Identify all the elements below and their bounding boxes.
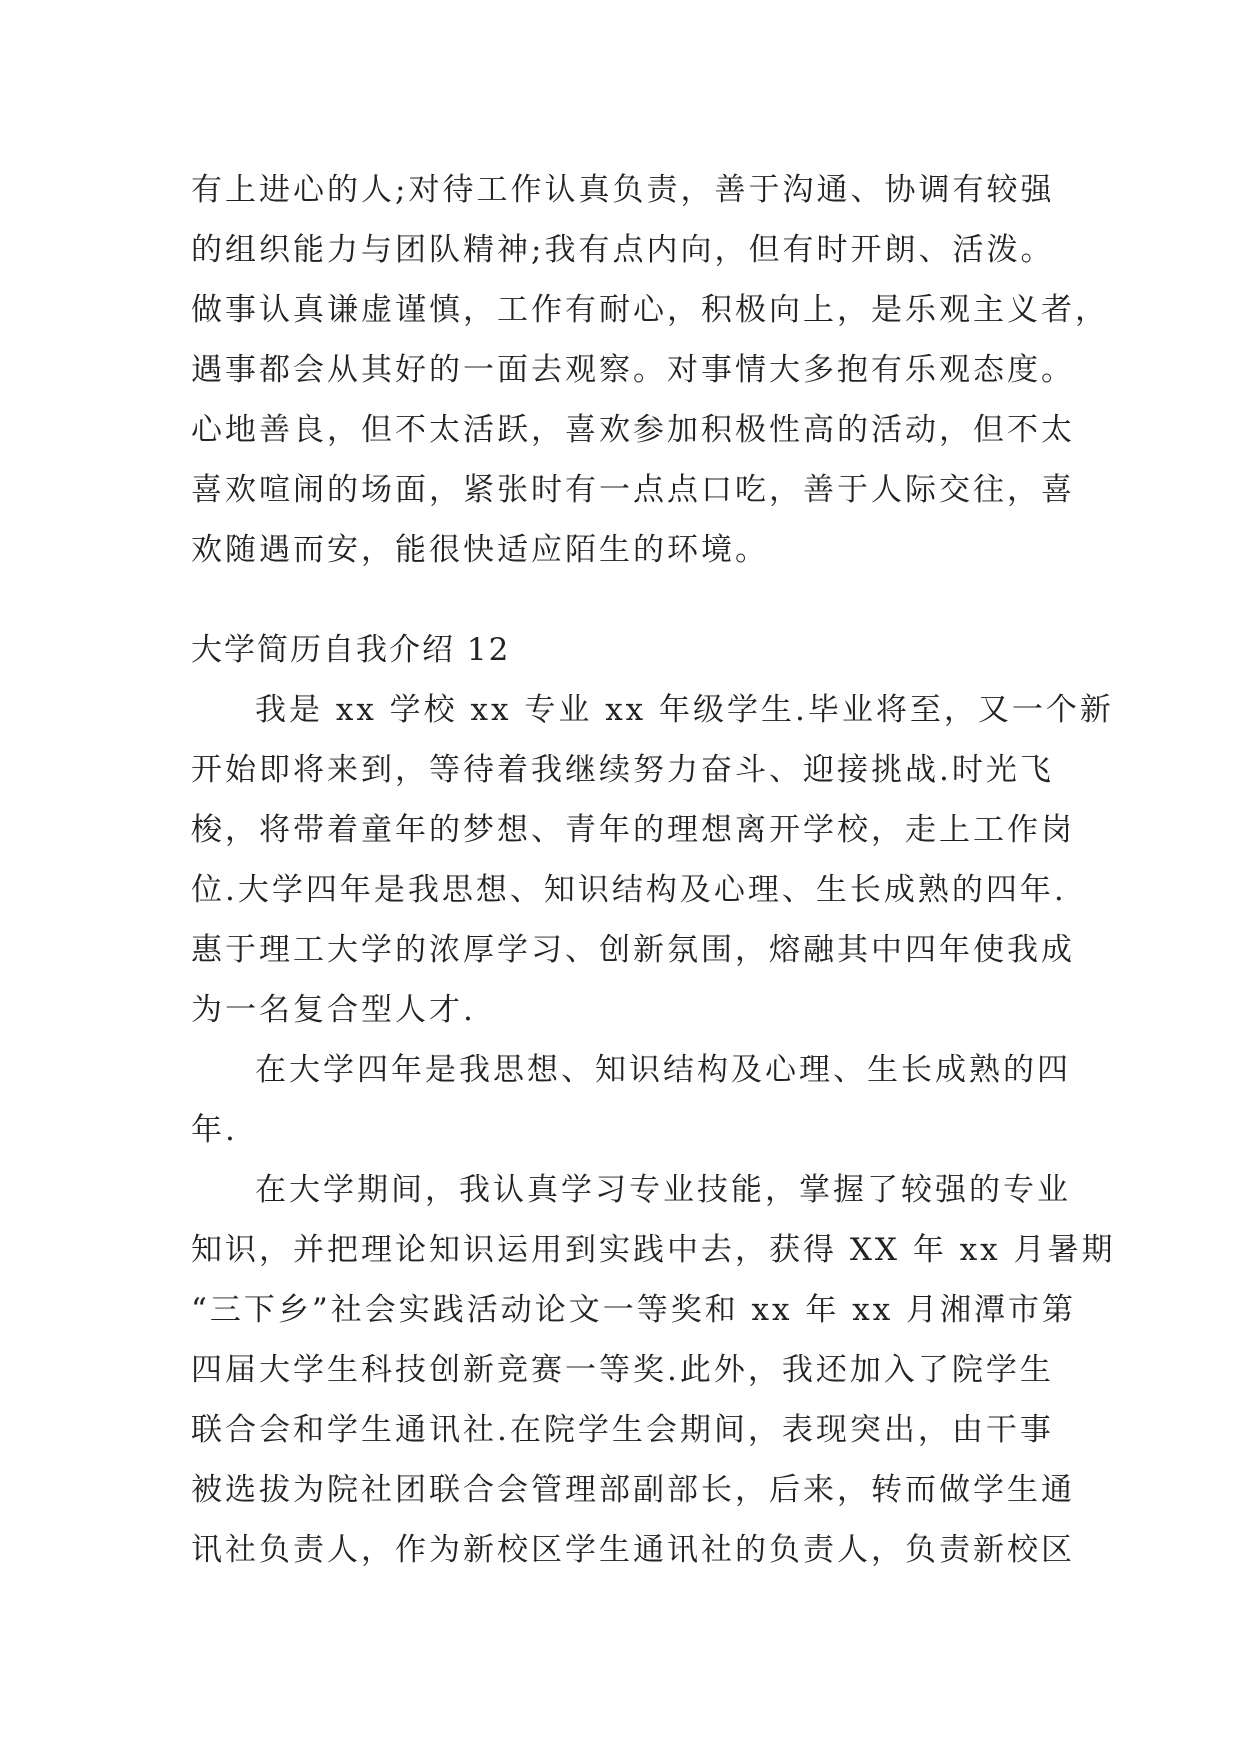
text-line: 讯社负责人，作为新校区学生通讯社的负责人，负责新校区 bbox=[191, 1532, 1075, 1568]
text-line: 位.大学四年是我思想、知识结构及心理、生长成熟的四年. bbox=[191, 872, 1067, 908]
text-line: 惠于理工大学的浓厚学习、创新氛围，熔融其中四年使我成 bbox=[191, 932, 1075, 968]
text-line: 有上进心的人;对待工作认真负责，善于沟通、协调有较强 bbox=[191, 172, 1055, 208]
text-line: 喜欢喧闹的场面，紧张时有一点点口吃，善于人际交往，喜 bbox=[191, 472, 1075, 508]
paragraph-3 bbox=[191, 1040, 1091, 1160]
text-line: 为一名复合型人才. bbox=[191, 992, 476, 1028]
text-line: 年. bbox=[191, 1112, 238, 1148]
text-line: 欢随遇而安，能很快适应陌生的环境。 bbox=[191, 532, 769, 568]
text-line: “三下乡”社会实践活动论文一等奖和 xx 年 xx 月湘潭市第 bbox=[191, 1292, 1077, 1328]
text-line: 知识，并把理论知识运用到实践中去，获得 XX 年 xx 月暑期 bbox=[191, 1232, 1116, 1268]
paragraph-2 bbox=[191, 680, 1114, 1040]
text-line: 心地善良，但不太活跃，喜欢参加积极性高的活动，但不太 bbox=[191, 412, 1075, 448]
text-line: 四届大学生科技创新竞赛一等奖.此外，我还加入了院学生 bbox=[191, 1352, 1054, 1388]
text-line: 遇事都会从其好的一面去观察。对事情大多抱有乐观态度。 bbox=[191, 352, 1075, 388]
text-line: 在大学期间，我认真学习专业技能，掌握了较强的专业 bbox=[255, 1172, 1071, 1208]
text-line: 在大学四年是我思想、知识结构及心理、生长成熟的四 bbox=[255, 1052, 1071, 1088]
text-line: 被选拔为院社团联合会管理部副部长，后来，转而做学生通 bbox=[191, 1472, 1075, 1508]
paragraph-gap bbox=[191, 580, 1091, 620]
text-line: 的组织能力与团队精神;我有点内向，但有时开朗、活泼。 bbox=[191, 232, 1055, 268]
text-line: 联合会和学生通讯社.在院学生会期间，表现突出，由干事 bbox=[191, 1412, 1054, 1448]
paragraph-4 bbox=[191, 1160, 1116, 1580]
section-heading: 大学简历自我介绍 12 bbox=[191, 632, 511, 668]
text-line: 我是 xx 学校 xx 专业 xx 年级学生.毕业将至，又一个新 bbox=[255, 692, 1114, 728]
text-line: 开始即将来到，等待着我继续努力奋斗、迎接挑战.时光飞 bbox=[191, 752, 1054, 788]
text-line: 做事认真谦虚谨慎，工作有耐心，积极向上，是乐观主义者， bbox=[191, 292, 1109, 328]
text-line: 梭，将带着童年的梦想、青年的理想离开学校，走上工作岗 bbox=[191, 812, 1075, 848]
document-body bbox=[191, 160, 1116, 1580]
paragraph-1 bbox=[191, 160, 1109, 580]
